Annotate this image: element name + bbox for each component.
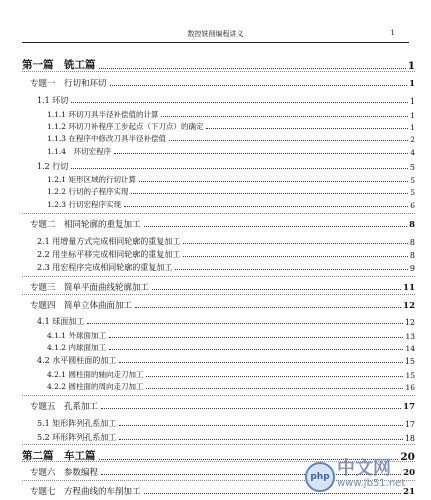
toc-entry-level-1[interactable] — [30, 400, 415, 412]
toc-entry-page-number: 17 — [404, 420, 415, 429]
toc-entry-title: 4.2.2 圆柱面的周向走刀加工 — [47, 382, 144, 391]
toc-entry-page-number: 6 — [410, 201, 415, 210]
toc-entry-level-3[interactable] — [47, 174, 415, 185]
toc-dot-leader — [146, 376, 403, 377]
toc-dot-leader — [206, 128, 408, 129]
toc-entry-title: 专题七 方程曲线的车削加工 — [30, 487, 141, 497]
toc-entry-title: 专题四 简单立体曲面加工 — [30, 301, 133, 311]
toc-entry-page-number: 8 — [409, 251, 415, 260]
toc-entry-title: 4.2.1 圆柱面的轴向走刀加工 — [47, 370, 144, 379]
toc-entry-title: 1.1.2 环切刀补程序工步起点（下刀点）的确定 — [47, 122, 204, 131]
section-separator — [22, 276, 415, 277]
toc-entry-level-3[interactable] — [47, 342, 415, 353]
toc-entry-level-3[interactable] — [47, 121, 415, 132]
toc-dot-leader — [109, 349, 403, 350]
toc-dot-leader — [175, 269, 408, 270]
toc-entry-page-number: 1 — [410, 123, 415, 132]
toc-entry-title: 专题一 行切和环切 — [30, 79, 107, 89]
toc-dot-leader — [109, 337, 403, 338]
toc-entry-title: 1.1.3 在程序中修改刀具半径补偿值 — [47, 134, 166, 143]
toc-entry-title: 5.1 矩形阵列孔系加工 — [37, 419, 117, 428]
toc-entry-title: 4.1.2 内球面加工 — [47, 343, 106, 352]
toc-entry-level-2[interactable] — [37, 418, 415, 429]
toc-entry-level-3[interactable] — [47, 381, 415, 392]
toc-dot-leader — [161, 116, 408, 117]
toc-entry-title: 第二篇 车工篇 — [22, 450, 96, 462]
toc-entry-page-number: 16 — [405, 383, 415, 392]
toc-dot-leader — [101, 408, 401, 409]
toc-entry-title: 1.2.3 行切宏程序实现 — [47, 200, 121, 209]
toc-dot-leader — [152, 289, 401, 290]
toc-entry-level-2[interactable] — [37, 432, 415, 443]
toc-dot-leader — [124, 206, 408, 207]
toc-entry-page-number: 1 — [410, 111, 415, 120]
toc-dot-leader — [169, 140, 408, 141]
toc-dot-leader — [110, 85, 408, 86]
section-separator — [22, 294, 415, 295]
toc-entry-level-1[interactable] — [30, 281, 415, 293]
toc-entry-level-1[interactable] — [30, 218, 415, 230]
toc-entry-title: 4.1.1 外球面加工 — [47, 331, 106, 340]
toc-dot-leader — [99, 68, 406, 69]
toc-entry-title: 5.2 环形阵列孔系加工 — [37, 433, 117, 442]
toc-entry-level-2[interactable] — [37, 316, 415, 327]
toc-entry-page-number: 2 — [410, 135, 415, 144]
toc-entry-level-3[interactable] — [47, 146, 415, 157]
toc-entry-title: 第一篇 铣工篇 — [22, 59, 96, 71]
toc-entry-page-number: 21 — [403, 487, 415, 497]
toc-entry-level-1[interactable] — [30, 299, 415, 311]
toc-entry-level-3[interactable] — [47, 133, 415, 144]
toc-entry-level-2[interactable] — [37, 262, 415, 273]
toc-entry-page-number: 1 — [409, 97, 415, 106]
toc-dot-leader — [71, 168, 408, 169]
toc-entry-title: 1.1 环切 — [37, 96, 69, 105]
section-separator — [22, 213, 415, 214]
toc-entry-level-3[interactable] — [47, 330, 415, 341]
toc-dot-leader — [119, 425, 403, 426]
toc-entry-page-number: 1 — [407, 60, 415, 72]
toc-dot-leader — [119, 362, 403, 363]
toc-entry-level-2[interactable] — [37, 236, 415, 247]
toc-entry-title: 2.2 用坐标平移完成相同轮廓的重复加工 — [37, 250, 181, 259]
toc-entry-page-number: 8 — [409, 220, 415, 230]
toc-entry-page-number: 20 — [403, 468, 415, 478]
toc-entry-title: 1.2.2 行切的子程序实现 — [47, 187, 129, 196]
toc-entry-page-number: 12 — [403, 301, 415, 311]
toc-entry-title: 1.2 行切 — [37, 162, 69, 171]
watermark-url: www.jb51.net — [337, 478, 406, 489]
toc-entry-page-number: 12 — [404, 318, 415, 327]
watermark-site-name: 中文网 — [337, 458, 391, 479]
toc-dot-leader — [139, 181, 408, 182]
toc-entry-page-number: 8 — [409, 238, 415, 247]
toc-entry-level-3[interactable] — [47, 186, 415, 197]
toc-entry-page-number: 9 — [409, 264, 415, 273]
section-separator — [22, 395, 415, 396]
toc-entry-level-1[interactable] — [30, 77, 415, 89]
toc-dot-leader — [71, 102, 408, 103]
toc-entry-page-number: 20 — [400, 451, 415, 463]
toc-entry-page-number: 1 — [409, 79, 415, 89]
toc-entry-level-2[interactable] — [37, 249, 415, 260]
toc-entry-page-number: 4 — [410, 148, 415, 157]
document-title: 数控铣削编程讲义 — [187, 30, 244, 38]
toc-dot-leader — [183, 256, 408, 257]
toc-entry-page-number: 5 — [410, 176, 415, 185]
toc-entry-level-2[interactable] — [37, 95, 415, 106]
toc-entry-title: 2.3 用宏程序完成相同轮廓的重复加工 — [37, 263, 173, 272]
section-separator — [22, 71, 415, 72]
toc-entry-page-number: 17 — [403, 402, 415, 412]
toc-entry-level-2[interactable] — [37, 161, 415, 172]
header-page-number: 1 — [390, 29, 395, 37]
toc-entry-page-number: 11 — [403, 283, 415, 293]
toc-entry-title: 专题三 简单平面曲线轮廓加工 — [30, 283, 150, 293]
toc-entry-page-number: 5 — [409, 163, 415, 172]
section-separator — [22, 444, 415, 445]
toc-entry-level-2[interactable] — [37, 355, 415, 366]
toc-entry-level-3[interactable] — [47, 369, 415, 380]
toc-entry-page-number: 15 — [404, 357, 415, 366]
toc-dot-leader — [146, 388, 403, 389]
toc-entry-page-number: 14 — [405, 344, 415, 353]
toc-entry-title: 1.1.4 环切宏程序 — [47, 147, 112, 156]
toc-entry-title: 4.1 球面加工 — [37, 317, 85, 326]
watermark-logo: php — [305, 462, 335, 492]
toc-dot-leader — [87, 323, 403, 324]
watermark — [303, 454, 425, 494]
toc-entry-title: 1.1.1 环切刀具半径补偿值的计算 — [47, 110, 159, 119]
toc-dot-leader — [135, 307, 401, 308]
toc-entry-level-3[interactable] — [47, 199, 415, 210]
toc-dot-leader — [131, 193, 408, 194]
toc-entry-title: 专题六 参数编程 — [30, 468, 99, 478]
toc-entry-title: 4.2 水平圆柱面的加工 — [37, 356, 117, 365]
toc-dot-leader — [119, 439, 403, 440]
toc-entry-page-number: 13 — [405, 332, 415, 341]
toc-entry-page-number: 15 — [405, 371, 415, 380]
toc-entry-level-0[interactable] — [22, 57, 415, 72]
toc-dot-leader — [183, 243, 408, 244]
toc-entry-page-number: 18 — [404, 434, 415, 443]
toc-dot-leader — [144, 226, 408, 227]
toc-entry-page-number: 5 — [410, 188, 415, 197]
toc-entry-title: 专题五 孔系加工 — [30, 402, 99, 412]
toc-dot-leader — [114, 153, 408, 154]
toc-entry-title: 专题二 相同轮廓的重复加工 — [30, 220, 141, 230]
toc-entry-title: 1.2.1 矩形区域的行切计算 — [47, 175, 136, 184]
toc-entry-level-3[interactable] — [47, 109, 415, 120]
toc-entry-title: 2.1 用增量方式完成相同轮廓的重复加工 — [37, 237, 181, 246]
